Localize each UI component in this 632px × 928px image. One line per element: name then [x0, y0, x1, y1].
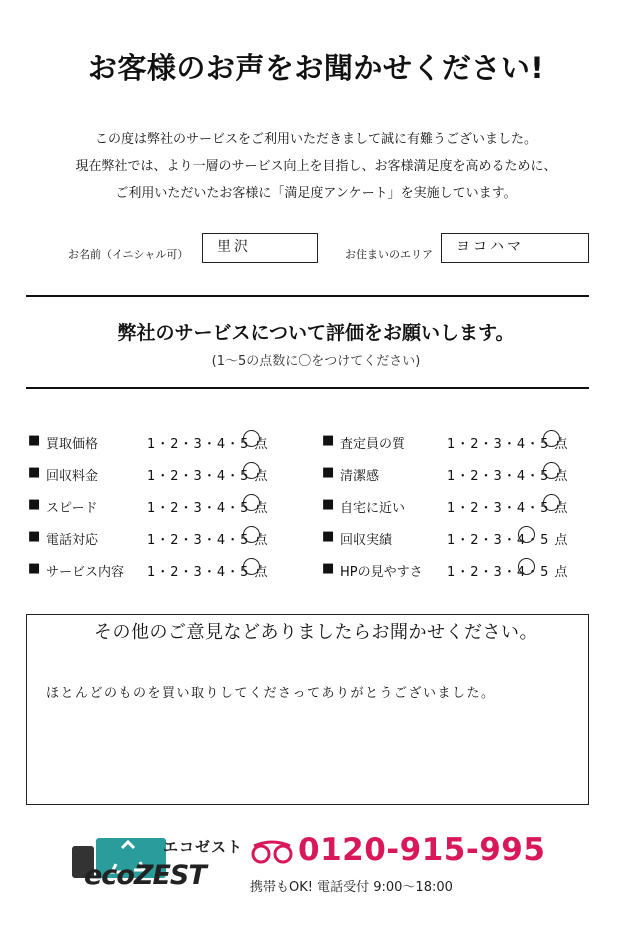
rating-row — [322, 496, 602, 518]
rating-scale[interactable]: 1・2・3・4・5 点 — [447, 437, 569, 452]
name-label: お名前（イニシャル可） — [68, 248, 189, 261]
rating-row — [28, 528, 308, 550]
brand-kana: エコゼスト — [163, 838, 244, 856]
rating-row — [28, 496, 308, 518]
score-circle — [543, 430, 560, 447]
rating-scale[interactable]: 1・2・3・4・5 点 — [147, 437, 269, 452]
score-circle — [243, 526, 260, 543]
page-title: お客様のお声をお聞かせください! — [87, 51, 545, 85]
rating-scale[interactable]: 1・2・3・4・5 点 — [447, 501, 569, 516]
bullet-square-icon: ■ — [322, 561, 335, 576]
business-hours: 携帯もOK! 電話受付 9:00～18:00 — [250, 880, 453, 895]
free-dial-icon — [250, 840, 294, 864]
bullet-square-icon: ■ — [28, 433, 41, 448]
score-circle — [243, 558, 260, 575]
divider — [26, 387, 589, 389]
score-circle — [518, 526, 535, 543]
intro-line: 現在弊社では、より一層のサービス向上を目指し、お客様満足度を高めるために、 — [75, 159, 557, 174]
rating-row — [28, 464, 308, 486]
comment-text: ほとんどのものを買い取りしてくださってありがとうございました。 — [46, 686, 496, 701]
section-title: 弊社のサービスについて評価をお願いします。 — [117, 322, 515, 344]
bullet-square-icon: ■ — [28, 497, 41, 512]
bullet-square-icon: ■ — [322, 529, 335, 544]
rating-label: 清潔感 — [340, 469, 380, 484]
score-circle — [543, 462, 560, 479]
bullet-square-icon: ■ — [28, 465, 41, 480]
divider — [26, 295, 589, 297]
bullet-square-icon: ■ — [28, 561, 41, 576]
rating-scale[interactable]: 1・2・3・4・5 点 — [447, 533, 569, 548]
rating-row — [28, 432, 308, 454]
rating-scale[interactable]: 1・2・3・4・5 点 — [147, 565, 269, 580]
section-instructions: (1～5の点数に〇をつけてください) — [211, 354, 421, 369]
rating-label: 自宅に近い — [340, 501, 406, 516]
rating-scale[interactable]: 1・2・3・4・5 点 — [147, 533, 269, 548]
bullet-square-icon: ■ — [28, 529, 41, 544]
rating-label: スピード — [46, 501, 98, 516]
score-circle — [543, 494, 560, 511]
brand-logo: ecoZEST — [84, 860, 206, 891]
score-circle — [243, 430, 260, 447]
comment-title: その他のご意見などありましたらお聞かせください。 — [94, 622, 538, 643]
score-circle — [243, 462, 260, 479]
score-circle — [518, 558, 535, 575]
bullet-square-icon: ■ — [322, 433, 335, 448]
rating-label: 回収実績 — [340, 533, 393, 548]
rating-label: 電話対応 — [46, 533, 99, 548]
rating-scale[interactable]: 1・2・3・4・5 点 — [147, 501, 269, 516]
rating-label: HPの見やすさ — [340, 565, 423, 580]
intro-line: ご利用いただいたお客様に「満足度アンケート」を実施しています。 — [115, 186, 517, 201]
rating-row — [322, 560, 602, 582]
bullet-square-icon: ■ — [322, 465, 335, 480]
rating-label: 回収料金 — [46, 469, 99, 484]
intro-text — [0, 126, 632, 207]
area-field[interactable]: ヨコハマ — [441, 233, 589, 263]
rating-row — [322, 464, 602, 486]
rating-scale[interactable]: 1・2・3・4・5 点 — [147, 469, 269, 484]
rating-scale[interactable]: 1・2・3・4・5 点 — [447, 469, 569, 484]
phone-number[interactable]: 0120-915-995 — [298, 832, 546, 868]
rating-label: 買取価格 — [46, 437, 99, 452]
name-field[interactable]: 里沢 — [202, 233, 318, 263]
intro-line: この度は弊社のサービスをご利用いただきまして誠に有難うございました。 — [94, 132, 537, 147]
rating-scale[interactable]: 1・2・3・4・5 点 — [447, 565, 569, 580]
rating-row — [322, 432, 602, 454]
rating-row — [322, 528, 602, 550]
rating-label: 査定員の質 — [340, 437, 406, 452]
rating-label: サービス内容 — [46, 565, 125, 580]
rating-row — [28, 560, 308, 582]
score-circle — [243, 494, 260, 511]
bullet-square-icon: ■ — [322, 497, 335, 512]
area-label: お住まいのエリア — [345, 248, 433, 261]
